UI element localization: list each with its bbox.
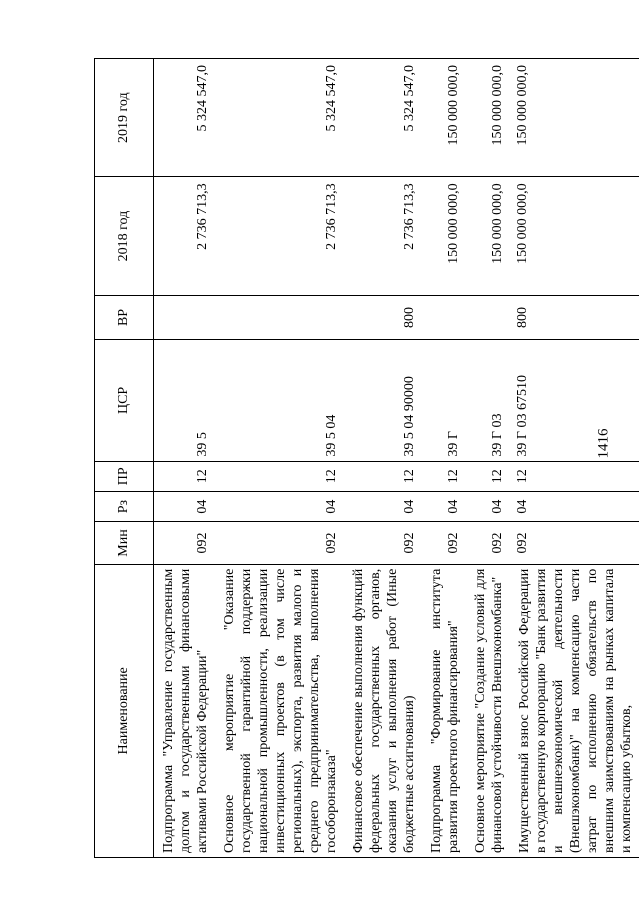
- row-vr: [154, 295, 216, 340]
- row-2018: 150 000 000,0: [422, 177, 466, 295]
- row-pr: 12: [215, 461, 344, 491]
- rotated-table-wrapper: [94, 58, 634, 858]
- row-rz: 04: [215, 491, 344, 521]
- row-name: Имущественный взнос Российской Федерации в государственную корпорацию "Банк развития и внешнеэкономической деятельности (Внешэкономбанк)" на компенсацию части затрат по исполнению обязательств по внешним заимствованиям на рынках капитала и компенсацию убытков,: [510, 564, 639, 857]
- row-2018: 2 736 713,3: [344, 177, 422, 295]
- row-name: Основное мероприятие "Создание условий для финансовой устойчивости Внешэкономбанка": [466, 564, 510, 857]
- row-vr: 800: [510, 295, 639, 340]
- row-csr: 39 Г 03: [466, 340, 510, 461]
- table-row: [466, 59, 510, 858]
- row-pr: 12: [466, 461, 510, 491]
- row-pr: 12: [344, 461, 422, 491]
- header-2019: 2019 год: [95, 59, 154, 177]
- row-vr: [466, 295, 510, 340]
- row-2018: 150 000 000,0: [466, 177, 510, 295]
- row-min: 092: [154, 522, 216, 564]
- row-2019: 150 000 000,0: [510, 59, 639, 177]
- table-row: [344, 59, 422, 858]
- header-2018: 2018 год: [95, 177, 154, 295]
- row-2019: 150 000 000,0: [466, 59, 510, 177]
- table-row: [154, 59, 216, 858]
- row-2019: 5 324 547,0: [215, 59, 344, 177]
- row-csr: 39 5 04: [215, 340, 344, 461]
- row-csr: 39 5: [154, 340, 216, 461]
- page-frame: [94, 58, 634, 858]
- row-2018: 2 736 713,3: [215, 177, 344, 295]
- row-vr: 800: [344, 295, 422, 340]
- row-rz: 04: [510, 491, 639, 521]
- row-rz: 04: [344, 491, 422, 521]
- row-rz: 04: [154, 491, 216, 521]
- row-min: 092: [466, 522, 510, 564]
- header-pr: ПР: [95, 461, 154, 491]
- table-body: [154, 59, 640, 858]
- row-pr: 12: [510, 461, 639, 491]
- row-pr: 12: [154, 461, 216, 491]
- row-2018: 2 736 713,3: [154, 177, 216, 295]
- row-csr: 39 Г: [422, 340, 466, 461]
- table-row: [215, 59, 344, 858]
- row-rz: 04: [422, 491, 466, 521]
- header-csr: ЦСР: [95, 340, 154, 461]
- row-rz: 04: [466, 491, 510, 521]
- row-csr: 39 5 04 90000: [344, 340, 422, 461]
- row-min: 092: [215, 522, 344, 564]
- row-pr: 12: [422, 461, 466, 491]
- row-2019: 5 324 547,0: [154, 59, 216, 177]
- row-name: Подпрограмма "Управление государственным долгом и государственными финансовыми активами Российской Федерации": [154, 564, 216, 857]
- row-2019: 5 324 547,0: [344, 59, 422, 177]
- row-2018: 150 000 000,0: [510, 177, 639, 295]
- header-vr: ВР: [95, 295, 154, 340]
- table-row: [510, 59, 639, 858]
- row-csr: 39 Г 03 67510: [510, 340, 639, 461]
- row-vr: [215, 295, 344, 340]
- header-rz: Рз: [95, 491, 154, 521]
- row-name: Подпрограмма "Формирование института развития проектного финансирования": [422, 564, 466, 857]
- row-min: 092: [422, 522, 466, 564]
- row-min: 092: [510, 522, 639, 564]
- row-2019: 150 000 000,0: [422, 59, 466, 177]
- header-min: Мин: [95, 522, 154, 564]
- table-header: [95, 59, 154, 858]
- table-row: [422, 59, 466, 858]
- header-name: Наименование: [95, 564, 154, 857]
- row-name: Основное мероприятие "Оказание государственной гарантийной поддержки национальной промышленности, реализации инвестиционных проектов (в том числе региональных), экспорта, развития малого и среднего предпринимательства, выполнения гособоронзаказа": [215, 564, 344, 857]
- budget-table: [94, 58, 639, 858]
- row-vr: [422, 295, 466, 340]
- row-min: 092: [344, 522, 422, 564]
- row-name: Финансовое обеспечение выполнения функций федеральных государственных органов, оказания услуг и выполнения работ (Иные бюджетные ассигнования): [344, 564, 422, 857]
- page-number: 1416: [595, 428, 612, 459]
